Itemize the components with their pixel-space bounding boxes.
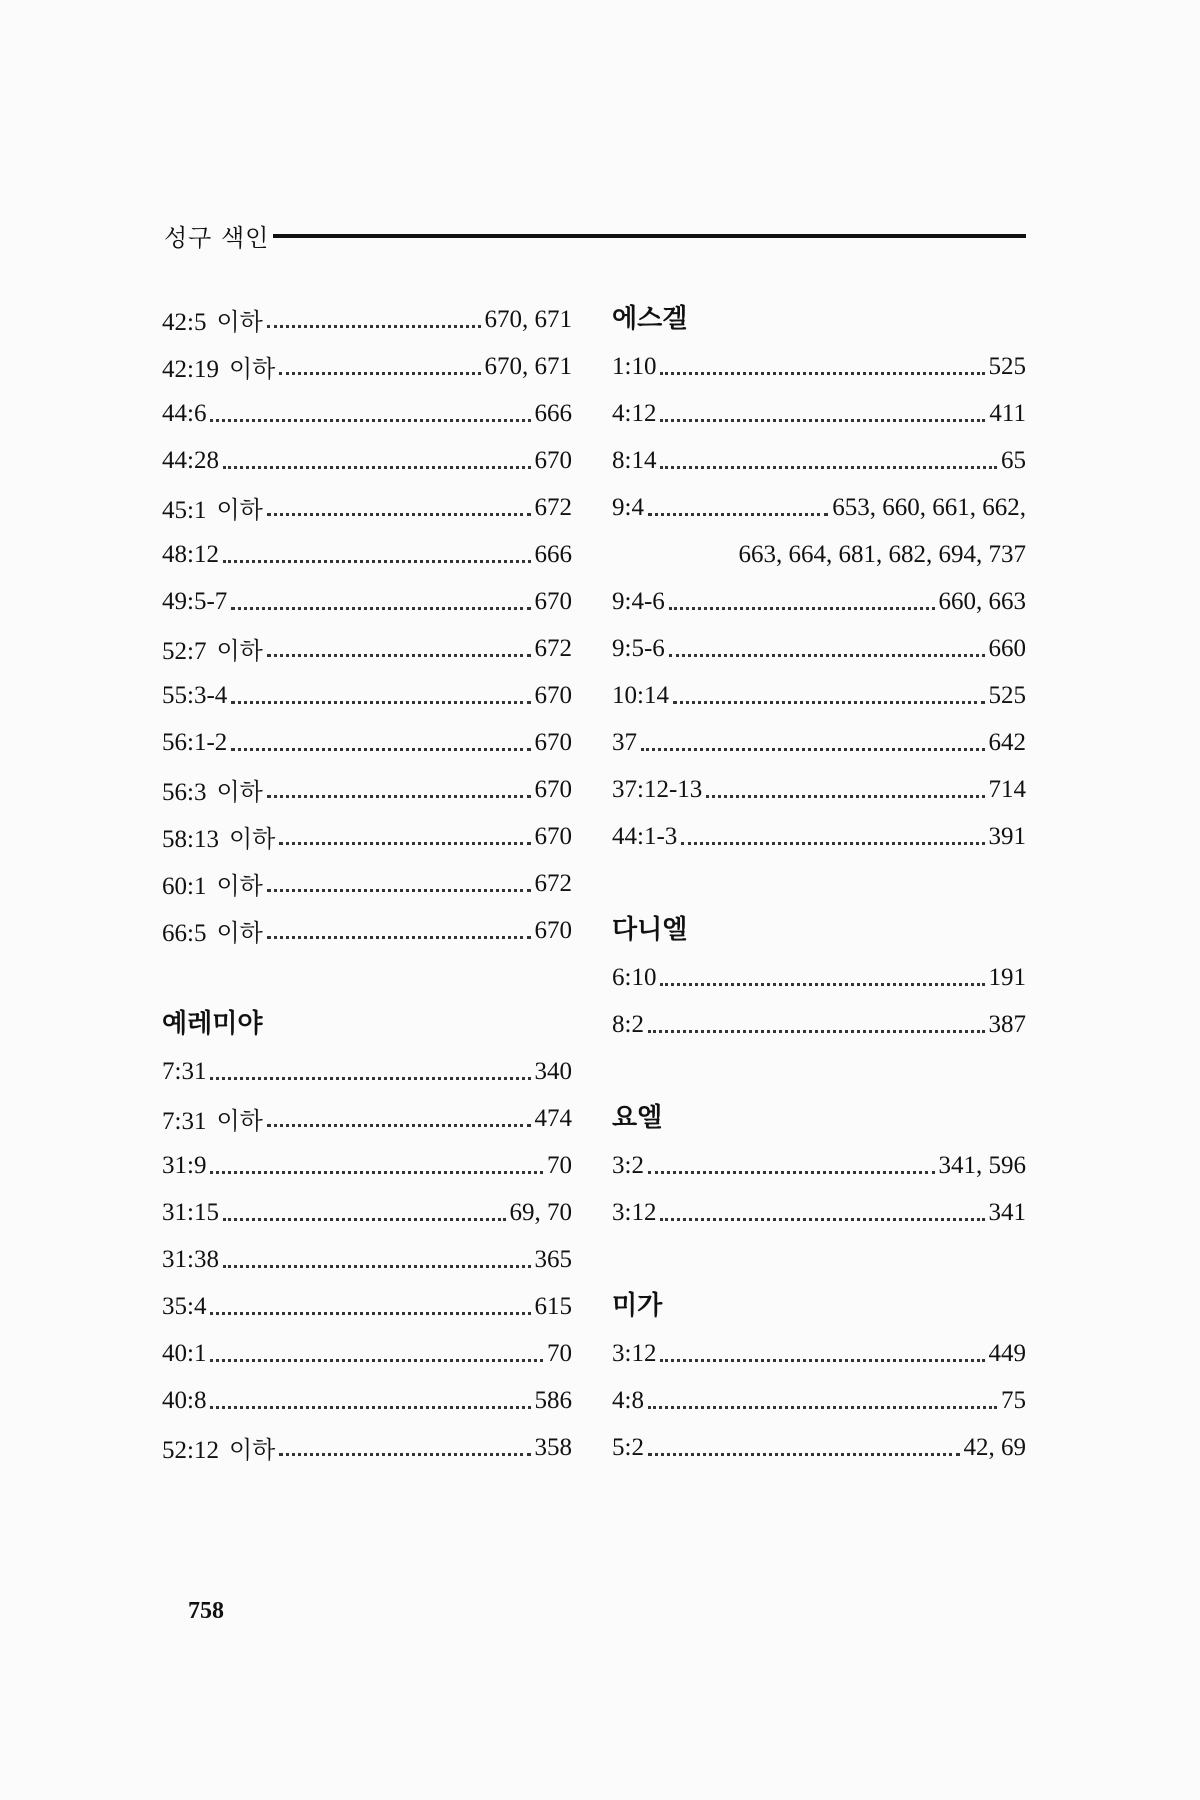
verse-ref: 8:2 <box>612 1010 644 1038</box>
verse-ref: 56:3 이하 <box>162 778 263 806</box>
page-numbers: 672 <box>534 869 572 897</box>
verse-ref: 40:1 <box>162 1339 207 1367</box>
page-numbers: 660 <box>988 634 1026 662</box>
index-entry <box>612 1424 1026 1471</box>
index-entry <box>162 390 572 437</box>
verse-ref: 49:5-7 <box>162 587 228 615</box>
page-numbers: 670 <box>534 916 572 944</box>
index-entry <box>612 343 1026 390</box>
verse-ref: 44:28 <box>162 446 219 474</box>
page-numbers: 525 <box>988 681 1026 709</box>
page-numbers: 670 <box>534 728 572 756</box>
index-entry <box>162 1095 572 1142</box>
page-numbers: 391 <box>988 822 1026 850</box>
section-heading-ezekiel: 에스겔 <box>612 304 688 334</box>
index-entry <box>612 813 1026 860</box>
page-number: 758 <box>188 1598 224 1624</box>
verse-ref: 10:14 <box>612 681 669 709</box>
verse-ref: 35:4 <box>162 1292 207 1320</box>
index-entry <box>612 719 1026 766</box>
index-entry <box>162 813 572 860</box>
page-numbers: 525 <box>988 352 1026 380</box>
page-numbers: 672 <box>534 493 572 521</box>
index-entry <box>612 1189 1026 1236</box>
verse-ref: 3:12 <box>612 1339 657 1367</box>
index-entry <box>612 954 1026 1001</box>
index-entry <box>612 1142 1026 1189</box>
page-numbers: 449 <box>988 1339 1026 1367</box>
index-entry <box>612 1001 1026 1048</box>
verse-ref: 7:31 이하 <box>162 1107 263 1135</box>
page-numbers: 341 <box>988 1198 1026 1226</box>
index-entry <box>162 1377 572 1424</box>
page-numbers: 586 <box>534 1386 572 1414</box>
verse-ref: 44:6 <box>162 399 207 427</box>
verse-ref: 1:10 <box>612 352 657 380</box>
verse-ref: 55:3-4 <box>162 681 228 709</box>
index-entry <box>162 578 572 625</box>
verse-ref: 3:12 <box>612 1198 657 1226</box>
index-entry <box>162 484 572 531</box>
verse-ref: 60:1 이하 <box>162 872 263 900</box>
page-numbers: 191 <box>988 963 1026 991</box>
verse-ref: 9:4-6 <box>612 587 665 615</box>
section-heading-jeremiah: 예레미야 <box>162 1009 263 1039</box>
verse-ref: 9:5-6 <box>612 634 665 662</box>
index-entry <box>162 860 572 907</box>
page-numbers: 666 <box>534 399 572 427</box>
verse-ref: 3:2 <box>612 1151 644 1179</box>
verse-ref: 56:1-2 <box>162 728 228 756</box>
page-numbers: 75 <box>1001 1386 1026 1414</box>
page-numbers: 670 <box>534 681 572 709</box>
page-numbers: 358 <box>534 1433 572 1461</box>
section-heading-micah: 미가 <box>612 1291 663 1321</box>
left-column <box>162 296 572 1471</box>
verse-ref: 44:1-3 <box>612 822 678 850</box>
page-numbers: 340 <box>534 1057 572 1085</box>
index-entry <box>162 625 572 672</box>
page-numbers: 642 <box>988 728 1026 756</box>
verse-ref: 48:12 <box>162 540 219 568</box>
index-entry <box>612 672 1026 719</box>
index-entry <box>162 1189 572 1236</box>
index-entry <box>162 296 572 343</box>
verse-ref: 42:19 이하 <box>162 355 276 383</box>
index-entry <box>612 578 1026 625</box>
page-numbers: 42, 69 <box>963 1433 1026 1461</box>
page-numbers: 670 <box>534 822 572 850</box>
page-numbers: 474 <box>534 1104 572 1132</box>
page-numbers: 653, 660, 661, 662, <box>832 493 1026 521</box>
index-entry <box>162 437 572 484</box>
page-numbers: 670 <box>534 446 572 474</box>
verse-ref: 58:13 이하 <box>162 825 276 853</box>
index-entry <box>162 343 572 390</box>
index-entry <box>162 907 572 954</box>
index-entry <box>162 719 572 766</box>
page-numbers: 65 <box>1001 446 1026 474</box>
running-head-title: 성구 색인 <box>164 224 270 252</box>
index-entry <box>612 1330 1026 1377</box>
index-entry <box>162 1236 572 1283</box>
index-entry <box>162 1424 572 1471</box>
page-numbers: 341, 596 <box>938 1151 1026 1179</box>
page-numbers-continuation: 663, 664, 681, 682, 694, 737 <box>738 541 1026 568</box>
index-entry <box>612 766 1026 813</box>
verse-ref: 40:8 <box>162 1386 207 1414</box>
verse-ref: 66:5 이하 <box>162 919 263 947</box>
page-numbers: 666 <box>534 540 572 568</box>
verse-ref: 45:1 이하 <box>162 496 263 524</box>
page-numbers: 672 <box>534 634 572 662</box>
section-heading-daniel: 다니엘 <box>612 915 688 945</box>
right-column <box>612 296 1026 1471</box>
verse-ref: 42:5 이하 <box>162 308 263 336</box>
page-numbers: 670 <box>534 587 572 615</box>
index-entry <box>162 1330 572 1377</box>
verse-ref: 6:10 <box>612 963 657 991</box>
index-entry <box>612 625 1026 672</box>
page-numbers: 714 <box>988 775 1026 803</box>
index-entry <box>162 1048 572 1095</box>
verse-ref: 37 <box>612 728 637 756</box>
page-numbers: 670, 671 <box>484 305 572 333</box>
verse-ref: 7:31 <box>162 1057 207 1085</box>
header-rule <box>273 234 1026 238</box>
index-entry <box>612 390 1026 437</box>
verse-ref: 31:38 <box>162 1245 219 1273</box>
index-entry <box>162 672 572 719</box>
page-numbers: 670, 671 <box>484 352 572 380</box>
verse-ref: 8:14 <box>612 446 657 474</box>
index-entry <box>612 1377 1026 1424</box>
index-entry <box>162 1283 572 1330</box>
verse-ref: 5:2 <box>612 1433 644 1461</box>
verse-ref: 31:15 <box>162 1198 219 1226</box>
section-heading-joel: 요엘 <box>612 1103 663 1133</box>
verse-ref: 4:12 <box>612 399 657 427</box>
page-numbers: 365 <box>534 1245 572 1273</box>
index-entry <box>162 766 572 813</box>
index-entry <box>162 1142 572 1189</box>
page-numbers: 69, 70 <box>509 1198 572 1226</box>
index-entry <box>612 484 1026 531</box>
page-numbers: 411 <box>989 399 1026 427</box>
page-numbers: 670 <box>534 775 572 803</box>
page-numbers: 70 <box>547 1151 572 1179</box>
verse-ref: 4:8 <box>612 1386 644 1414</box>
index-entry <box>612 437 1026 484</box>
verse-ref: 9:4 <box>612 493 644 521</box>
index-entry <box>162 531 572 578</box>
verse-ref: 52:12 이하 <box>162 1436 276 1464</box>
page-numbers: 70 <box>547 1339 572 1367</box>
verse-ref: 31:9 <box>162 1151 207 1179</box>
running-head <box>164 218 1026 253</box>
page-numbers: 387 <box>988 1010 1026 1038</box>
verse-ref: 37:12-13 <box>612 775 703 803</box>
page-numbers: 615 <box>534 1292 572 1320</box>
verse-ref: 52:7 이하 <box>162 637 263 665</box>
page-numbers: 660, 663 <box>938 587 1026 615</box>
